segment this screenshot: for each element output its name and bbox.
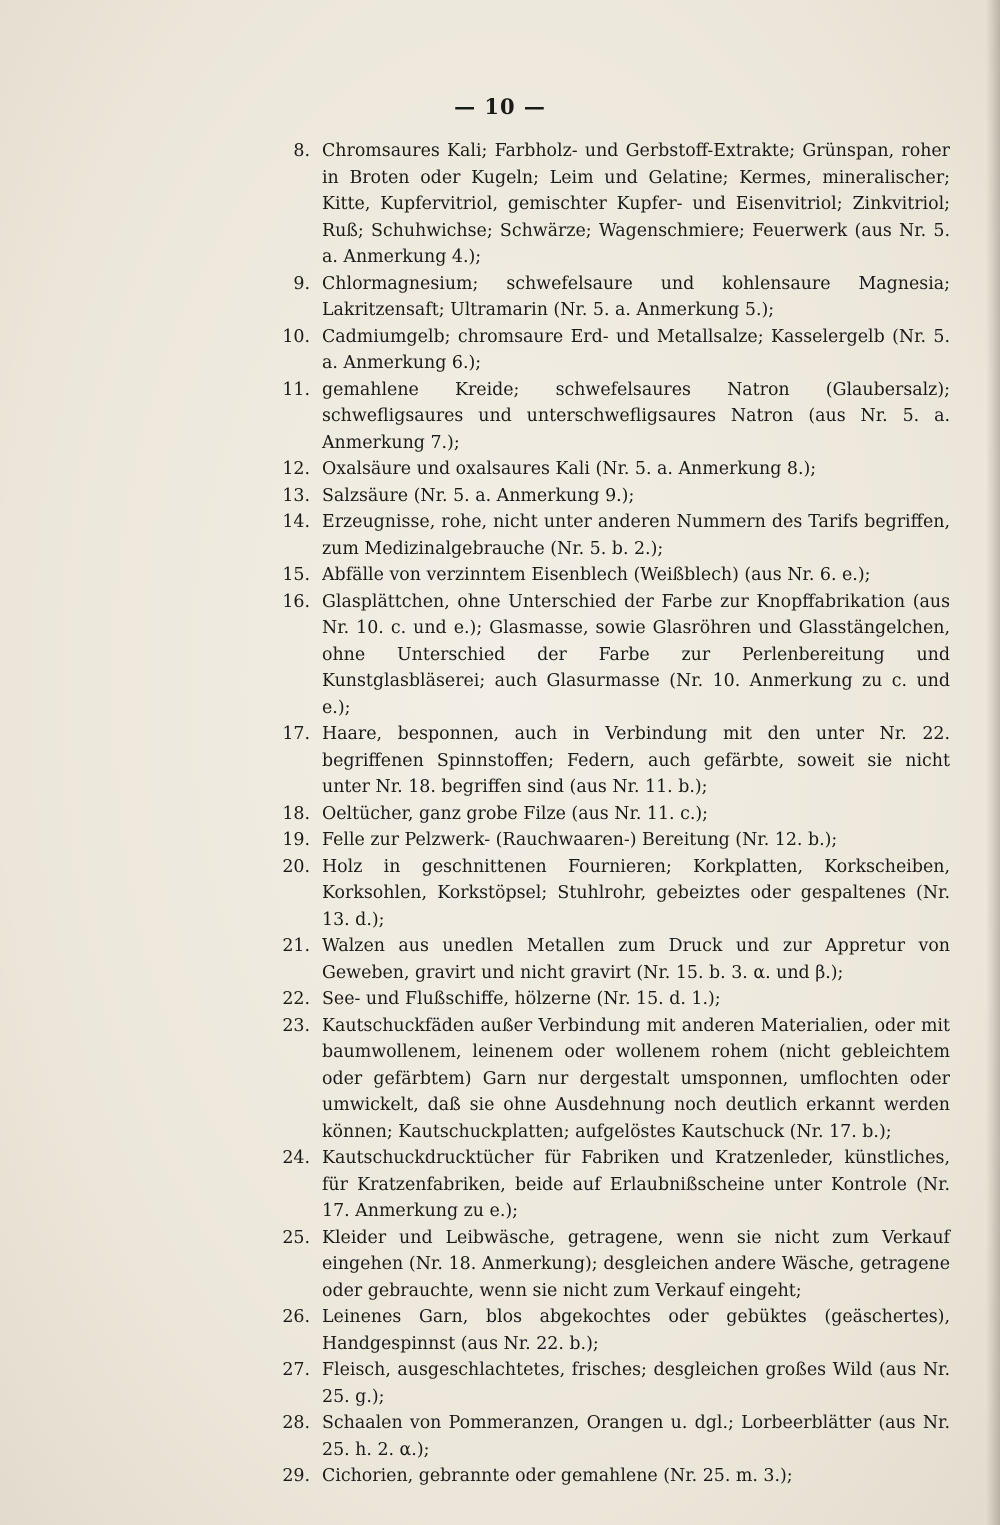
tariff-entry-list — [280, 138, 950, 1490]
entry-text: See- und Flußschiffe, hölzerne (Nr. 15. d. 1.); — [322, 989, 721, 1009]
entry-text: Leinenes Garn, blos abgekochtes oder gebüktes (geäschertes), Handgespinnst (aus Nr. 22. b.); — [322, 1307, 950, 1354]
entry-text: Kleider und Leibwäsche, getragene, wenn sie nicht zum Verkauf eingehen (Nr. 18. Anmerkung); desgleichen andere Wäsche, getragene oder gebrauchte, wenn sie nicht zum Verkauf eingeht; — [322, 1227, 950, 1301]
entry-number: 16. — [282, 591, 310, 612]
entry-text: Chromsaures Kali; Farbholz- und Gerbstoff-Extrakte; Grünspan, roher in Broten oder Kugeln; Leim und Gelatine; Kermes, mineralischer; Kitte, Kupfervitriol, gemischter Kupfer- und Eisenvitriol; Zinkvitriol; Ruß; Schuhwichse; Schwärze; Wagenschmiere; Feuerwerk (aus Nr. 5. a. Anmerkung 4.); — [322, 141, 950, 267]
entry-number: 23. — [282, 1015, 310, 1036]
tariff-entry — [280, 324, 950, 377]
entry-number: 22. — [282, 989, 310, 1009]
entry-text: gemahlene Kreide; schwefelsaures Natron (Glaubersalz); schwefligsaures und unterschwefligsaures Natron (aus Nr. 5. a. Anmerkung 7.); — [322, 379, 950, 453]
tariff-entry — [280, 986, 950, 1013]
entry-number: 20. — [282, 856, 310, 877]
tariff-entry — [280, 1304, 950, 1357]
entry-text: Erzeugnisse, rohe, nicht unter anderen Nummern des Tarifs begriffen, zum Medizinalgebrauche (Nr. 5. b. 2.); — [322, 512, 950, 559]
entry-number: 29. — [282, 1466, 310, 1486]
entry-text: Fleisch, ausgeschlachtetes, frisches; desgleichen großes Wild (aus Nr. 25. g.); — [322, 1360, 950, 1407]
tariff-entry — [280, 589, 950, 722]
entry-number: 19. — [282, 830, 310, 850]
entry-text: Kautschuckdrucktücher für Fabriken und Kratzenleder, künstliches, für Kratzenfabriken, beide auf Erlaubnißscheine unter Kontrole (Nr. 17. Anmerkung zu e.); — [322, 1148, 950, 1221]
entry-text: Schaalen von Pommeranzen, Orangen u. dgl.; Lorbeerblätter (aus Nr. 25. h. 2. α.); — [322, 1413, 950, 1460]
tariff-entry — [280, 721, 950, 801]
entry-text: Salzsäure (Nr. 5. a. Anmerkung 9.); — [322, 485, 635, 506]
tariff-entry — [280, 562, 950, 589]
entry-text: Kautschuckfäden außer Verbindung mit anderen Materialien, oder mit baumwollenem, leinenem oder wollenem rohem (nicht gebleichtem oder gefärbtem) Garn nur dergestalt umsponnen, umflochten oder umwickelt, daß sie ohne Ausdehnung noch deutlich erkannt werden können; Kautschuckplatten; aufgelöstes Kautschuck (Nr. 17. b.); — [322, 1015, 950, 1142]
entry-number: 10. — [282, 326, 310, 347]
tariff-entry — [280, 1013, 950, 1146]
tariff-entry — [280, 509, 950, 562]
tariff-entry — [280, 1463, 950, 1490]
entry-text: Chlormagnesium; schwefelsaure und kohlensaure Magnesia; Lakritzensaft; Ultramarin (Nr. 5. a. Anmerkung 5.); — [322, 273, 950, 320]
tariff-entry — [280, 1410, 950, 1463]
tariff-entry — [280, 138, 950, 271]
entry-text: Cichorien, gebrannte oder gemahlene (Nr. 25. m. 3.); — [322, 1466, 793, 1486]
entry-text: Cadmiumgelb; chromsaure Erd- und Metallsalze; Kasselergelb (Nr. 5. a. Anmerkung 6.); — [322, 326, 950, 373]
entry-number: 21. — [282, 936, 310, 956]
tariff-entry — [280, 933, 950, 986]
tariff-entry — [280, 377, 950, 457]
entry-number: 15. — [282, 565, 310, 585]
entry-number: 28. — [282, 1413, 310, 1433]
entry-text: Walzen aus unedlen Metallen zum Druck und zur Appretur von Geweben, gravirt und nicht gravirt (Nr. 15. b. 3. α. und β.); — [322, 936, 950, 983]
entry-text: Oxalsäure und oxalsaures Kali (Nr. 5. a. Anmerkung 8.); — [322, 459, 817, 479]
entry-text: Glasplättchen, ohne Unterschied der Farbe zur Knopffabrikation (aus Nr. 10. c. und e.); Glasmasse, sowie Glasröhren und Glasstängelchen, ohne Unterschied der Farbe zur Perlenbereitung und Kunstglasbläserei; auch Glasurmasse (Nr. 10. Anmerkung zu c. und e.); — [322, 591, 950, 718]
entry-text: Haare, besponnen, auch in Verbindung mit den unter Nr. 22. begriffenen Spinnstoffen; Federn, auch gefärbte, soweit sie nicht unter Nr. 18. begriffen sind (aus Nr. 11. b.); — [322, 724, 950, 797]
entry-number: 14. — [282, 512, 310, 532]
tariff-entry — [280, 271, 950, 324]
entry-number: 12. — [282, 459, 310, 479]
tariff-entry — [280, 456, 950, 483]
entry-number: 18. — [282, 803, 310, 824]
entry-number: 11. — [282, 379, 310, 400]
entry-text: Oeltücher, ganz grobe Filze (aus Nr. 11. c.); — [322, 803, 708, 824]
entry-text: Holz in geschnittenen Fournieren; Korkplatten, Korkscheiben, Korksohlen, Korkstöpsel; Stuhlrohr, gebeiztes oder gespaltenes (Nr. 13. d.); — [322, 856, 950, 930]
tariff-entry — [280, 483, 950, 510]
tariff-entry — [280, 801, 950, 828]
entry-number: 17. — [282, 724, 310, 744]
tariff-entry — [280, 827, 950, 854]
entry-text: Felle zur Pelzwerk- (Rauchwaaren-) Bereitung (Nr. 12. b.); — [322, 830, 838, 850]
entry-number: 27. — [282, 1360, 310, 1380]
entry-number: 13. — [282, 485, 310, 506]
entry-text: Abfälle von verzinntem Eisenblech (Weißblech) (aus Nr. 6. e.); — [322, 565, 871, 585]
page-number: — 10 — — [454, 94, 546, 119]
tariff-entry — [280, 1225, 950, 1305]
entry-number: 25. — [282, 1227, 310, 1248]
tariff-entry — [280, 1145, 950, 1225]
tariff-entry — [280, 854, 950, 934]
entry-number: 8. — [293, 141, 310, 161]
entry-number: 24. — [282, 1148, 310, 1168]
entry-number: 9. — [293, 273, 310, 294]
entry-number: 26. — [282, 1307, 310, 1327]
tariff-entry — [280, 1357, 950, 1410]
